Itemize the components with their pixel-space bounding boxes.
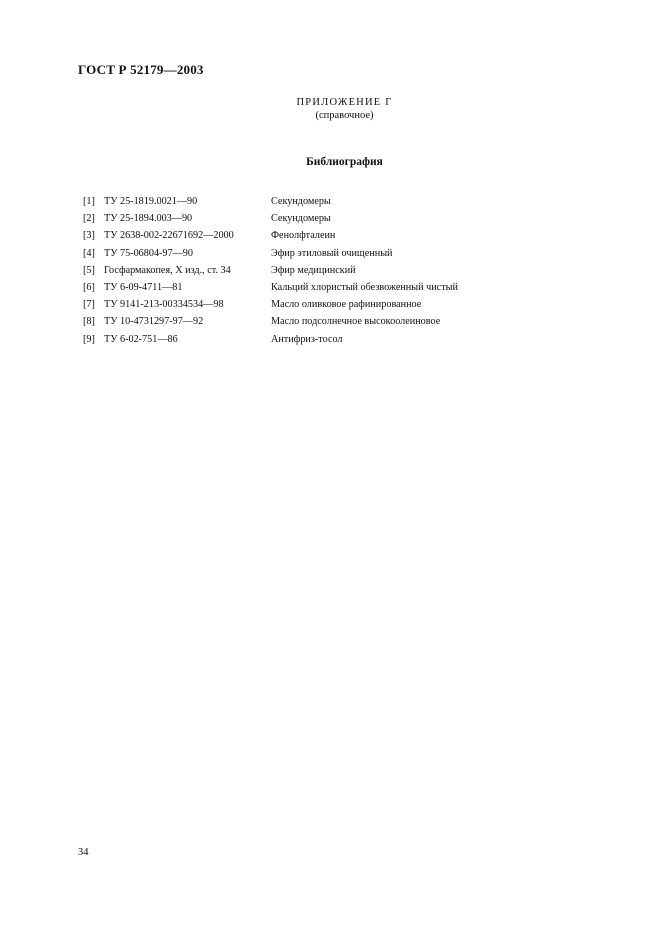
bibliography-item xyxy=(83,193,563,210)
standard-header: ГОСТ Р 52179—2003 xyxy=(78,62,204,77)
reference-number: [8] xyxy=(83,316,95,328)
reference-title: Эфир медицинский xyxy=(271,264,356,276)
reference-title: Масло подсолнечное высокоолеиновое xyxy=(271,316,441,328)
section-title-wrapper xyxy=(0,156,661,168)
reference-title: Масло оливковое рафинированное xyxy=(271,299,422,311)
reference-document: ТУ 6-02-751—86 xyxy=(104,333,178,345)
reference-document: ТУ 75-06804-97—90 xyxy=(104,247,193,259)
bibliography-item xyxy=(83,296,563,313)
reference-title: Антифриз-тосол xyxy=(271,333,343,345)
reference-title: Кальций хлористый обезвоженный чистый xyxy=(271,281,458,293)
reference-document: ТУ 25-1894.003—90 xyxy=(104,213,193,225)
appendix-heading xyxy=(0,96,661,122)
bibliography-title: Библиография xyxy=(306,156,383,168)
reference-number: [1] xyxy=(83,196,95,207)
bibliography-list xyxy=(83,193,563,348)
bibliography-item xyxy=(83,227,563,244)
bibliography-item xyxy=(83,331,563,348)
reference-title: Фенолфталеин xyxy=(271,230,336,242)
reference-number: [9] xyxy=(83,333,95,345)
reference-document: ТУ 25-1819.0021—90 xyxy=(104,196,198,207)
bibliography-item xyxy=(83,210,563,227)
bibliography-item xyxy=(83,245,563,262)
page-number: 34 xyxy=(78,847,89,858)
reference-document: ТУ 9141-213-00334534—98 xyxy=(104,299,224,311)
reference-document: ТУ 6-09-4711—81 xyxy=(104,281,183,293)
bibliography-item xyxy=(83,262,563,279)
reference-number: [5] xyxy=(83,264,95,276)
appendix-subtitle: (справочное) xyxy=(315,110,374,121)
reference-number: [7] xyxy=(83,299,95,311)
appendix-title: ПРИЛОЖЕНИЕ Г xyxy=(296,97,393,108)
bibliography-item xyxy=(83,279,563,296)
reference-document: Госфармакопея, X изд., ст. 34 xyxy=(104,264,231,276)
bibliography-item xyxy=(83,313,563,330)
reference-title: Секундомеры xyxy=(271,196,331,207)
reference-number: [3] xyxy=(83,230,95,242)
reference-document: ТУ 2638-002-22671692—2000 xyxy=(104,230,234,242)
reference-document: ТУ 10-4731297-97—92 xyxy=(104,316,204,328)
reference-number: [6] xyxy=(83,281,95,293)
reference-title: Секундомеры xyxy=(271,213,331,225)
reference-title: Эфир этиловый очищенный xyxy=(271,247,393,259)
reference-number: [4] xyxy=(83,247,95,259)
reference-number: [2] xyxy=(83,213,95,225)
